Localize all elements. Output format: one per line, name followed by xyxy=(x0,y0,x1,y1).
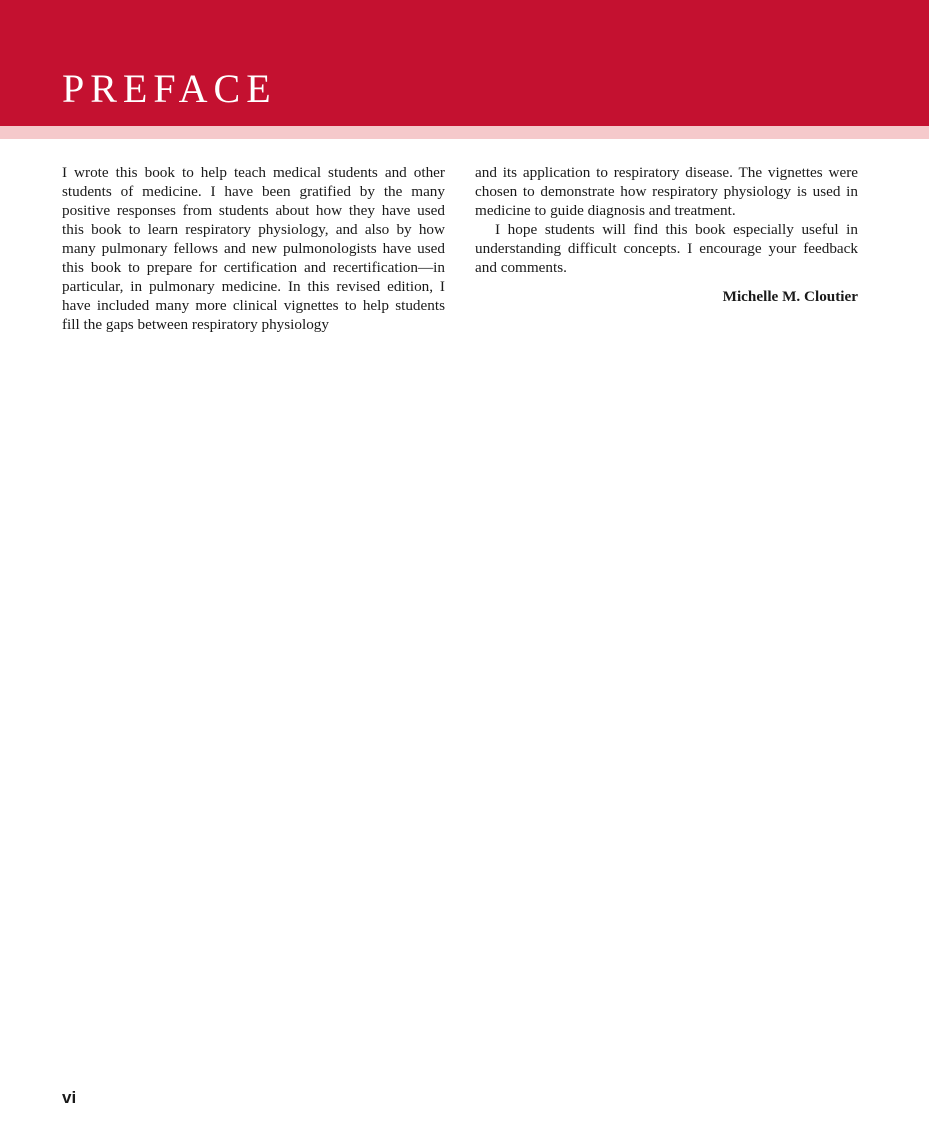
preface-paragraph-1-continued: and its application to respiratory disease. The vignettes were chosen to demonstrate how respiratory physiology is used in medicine to guide diagnosis and treatment. xyxy=(475,164,858,219)
header-band xyxy=(0,0,929,126)
page-title: PREFACE xyxy=(62,66,277,111)
preface-paragraph-2: I hope students will find this book especially useful in understanding difficult concepts. I encourage your feedback and comments. xyxy=(475,221,858,276)
header-rule xyxy=(0,126,929,139)
page-number: vi xyxy=(62,1088,77,1107)
text-column-left xyxy=(62,163,445,334)
preface-paragraph-1: I wrote this book to help teach medical students and other students of medicine. I have been gratified by the many positive responses from students about how they have used this book to learn respiratory physiology, and also by how many pulmonary fellows and new pulmonologists have used this book to prepare for certification and recertification—in particular, in pulmonary medicine. In this revised edition, I have included many more clinical vignettes to help students fill the gaps between respiratory physiology xyxy=(62,164,445,333)
author-signature: Michelle M. Cloutier xyxy=(722,288,858,305)
text-column-right xyxy=(475,163,858,306)
